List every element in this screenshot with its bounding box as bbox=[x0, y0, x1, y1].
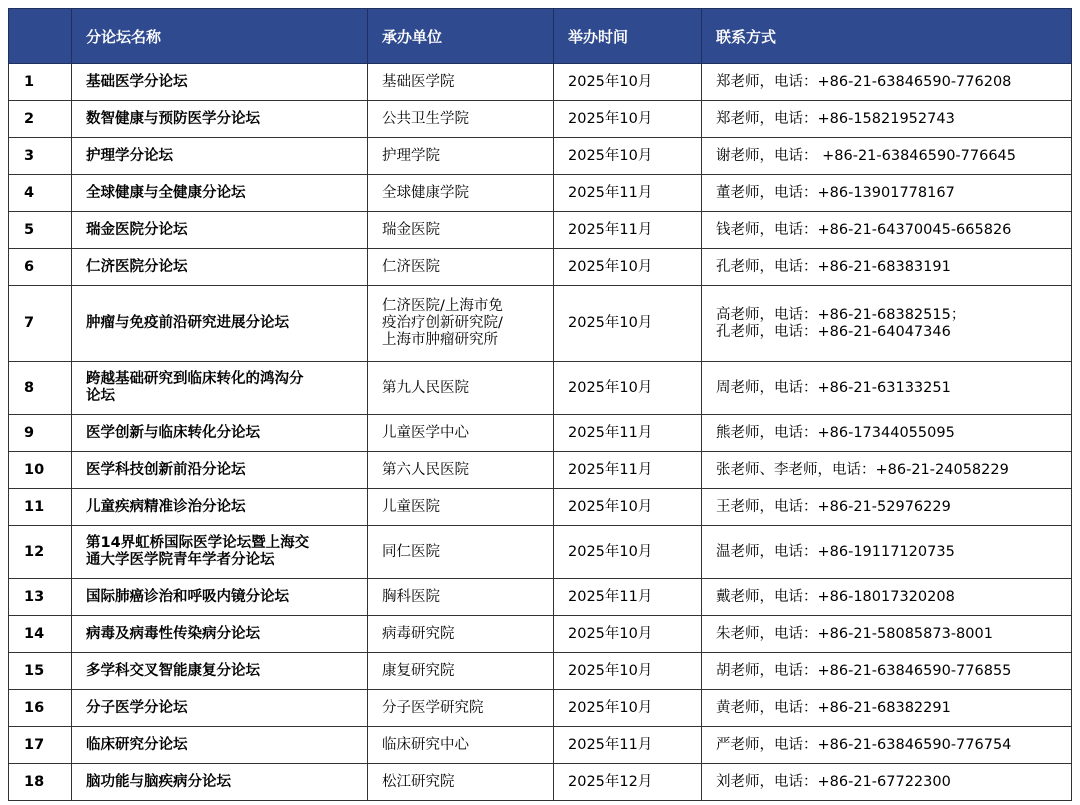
row-index: 1 bbox=[9, 64, 72, 101]
hold-time: 2025年11月 bbox=[554, 212, 702, 249]
hold-time: 2025年10月 bbox=[554, 249, 702, 286]
contact-info: 张老师、李老师，电话：+86-21-24058229 bbox=[702, 452, 1072, 489]
hold-time: 2025年10月 bbox=[554, 489, 702, 526]
hold-time: 2025年10月 bbox=[554, 690, 702, 727]
row-index: 6 bbox=[9, 249, 72, 286]
hold-time: 2025年11月 bbox=[554, 415, 702, 452]
table-header-row bbox=[9, 9, 1072, 64]
hold-time: 2025年10月 bbox=[554, 286, 702, 362]
row-index: 12 bbox=[9, 526, 72, 579]
forum-name: 病毒及病毒性传染病分论坛 bbox=[72, 616, 368, 653]
hold-time: 2025年11月 bbox=[554, 452, 702, 489]
host-unit: 松江研究院 bbox=[368, 764, 554, 801]
header-forum-name: 分论坛名称 bbox=[72, 9, 368, 64]
forum-name: 第14界虹桥国际医学论坛暨上海交 通大学医学院青年学者分论坛 bbox=[72, 526, 368, 579]
host-unit: 公共卫生学院 bbox=[368, 101, 554, 138]
hold-time: 2025年10月 bbox=[554, 616, 702, 653]
contact-info: 周老师，电话：+86-21-63133251 bbox=[702, 362, 1072, 415]
forum-name: 脑功能与脑疾病分论坛 bbox=[72, 764, 368, 801]
table-row bbox=[9, 101, 1072, 138]
hold-time: 2025年11月 bbox=[554, 175, 702, 212]
host-unit: 第六人民医院 bbox=[368, 452, 554, 489]
host-unit: 儿童医院 bbox=[368, 489, 554, 526]
hold-time: 2025年11月 bbox=[554, 727, 702, 764]
header-contact: 联系方式 bbox=[702, 9, 1072, 64]
host-unit: 临床研究中心 bbox=[368, 727, 554, 764]
table-row bbox=[9, 249, 1072, 286]
table-row bbox=[9, 489, 1072, 526]
contact-info: 董老师，电话：+86-13901778167 bbox=[702, 175, 1072, 212]
contact-info: 熊老师，电话：+86-17344055095 bbox=[702, 415, 1072, 452]
row-index: 5 bbox=[9, 212, 72, 249]
host-unit: 仁济医院 bbox=[368, 249, 554, 286]
row-index: 2 bbox=[9, 101, 72, 138]
host-unit: 分子医学研究院 bbox=[368, 690, 554, 727]
hold-time: 2025年10月 bbox=[554, 101, 702, 138]
row-index: 11 bbox=[9, 489, 72, 526]
forum-name: 全球健康与全健康分论坛 bbox=[72, 175, 368, 212]
hold-time: 2025年12月 bbox=[554, 764, 702, 801]
table-row bbox=[9, 579, 1072, 616]
forum-name: 国际肺癌诊治和呼吸内镜分论坛 bbox=[72, 579, 368, 616]
contact-info: 谢老师，电话： +86-21-63846590-776645 bbox=[702, 138, 1072, 175]
contact-info: 郑老师，电话：+86-15821952743 bbox=[702, 101, 1072, 138]
contact-info: 戴老师，电话：+86-18017320208 bbox=[702, 579, 1072, 616]
header-index bbox=[9, 9, 72, 64]
host-unit: 儿童医学中心 bbox=[368, 415, 554, 452]
forum-name: 跨越基础研究到临床转化的鸿沟分 论坛 bbox=[72, 362, 368, 415]
table-row bbox=[9, 138, 1072, 175]
forum-name: 基础医学分论坛 bbox=[72, 64, 368, 101]
host-unit: 基础医学院 bbox=[368, 64, 554, 101]
host-unit: 全球健康学院 bbox=[368, 175, 554, 212]
table-row bbox=[9, 64, 1072, 101]
forum-name: 数智健康与预防医学分论坛 bbox=[72, 101, 368, 138]
table-row bbox=[9, 415, 1072, 452]
header-host: 承办单位 bbox=[368, 9, 554, 64]
contact-info: 严老师，电话：+86-21-63846590-776754 bbox=[702, 727, 1072, 764]
table-row bbox=[9, 690, 1072, 727]
table-row bbox=[9, 727, 1072, 764]
host-unit: 第九人民医院 bbox=[368, 362, 554, 415]
contact-info: 朱老师，电话：+86-21-58085873-8001 bbox=[702, 616, 1072, 653]
forum-name: 多学科交叉智能康复分论坛 bbox=[72, 653, 368, 690]
forum-table bbox=[8, 8, 1072, 801]
table-row bbox=[9, 616, 1072, 653]
table-row bbox=[9, 286, 1072, 362]
contact-info: 孔老师，电话：+86-21-68383191 bbox=[702, 249, 1072, 286]
host-unit: 康复研究院 bbox=[368, 653, 554, 690]
host-unit: 病毒研究院 bbox=[368, 616, 554, 653]
forum-name: 分子医学分论坛 bbox=[72, 690, 368, 727]
contact-info: 王老师，电话：+86-21-52976229 bbox=[702, 489, 1072, 526]
forum-name: 仁济医院分论坛 bbox=[72, 249, 368, 286]
hold-time: 2025年10月 bbox=[554, 64, 702, 101]
host-unit: 护理学院 bbox=[368, 138, 554, 175]
table-row bbox=[9, 212, 1072, 249]
contact-info: 高老师，电话：+86-21-68382515； 孔老师，电话：+86-21-64047346 bbox=[702, 286, 1072, 362]
row-index: 8 bbox=[9, 362, 72, 415]
contact-info: 钱老师，电话：+86-21-64370045-665826 bbox=[702, 212, 1072, 249]
contact-info: 胡老师，电话：+86-21-63846590-776855 bbox=[702, 653, 1072, 690]
host-unit: 瑞金医院 bbox=[368, 212, 554, 249]
header-time: 举办时间 bbox=[554, 9, 702, 64]
table-row bbox=[9, 764, 1072, 801]
contact-info: 郑老师，电话：+86-21-63846590-776208 bbox=[702, 64, 1072, 101]
hold-time: 2025年10月 bbox=[554, 653, 702, 690]
contact-info: 温老师，电话：+86-19117120735 bbox=[702, 526, 1072, 579]
hold-time: 2025年10月 bbox=[554, 138, 702, 175]
row-index: 10 bbox=[9, 452, 72, 489]
forum-name: 儿童疾病精准诊治分论坛 bbox=[72, 489, 368, 526]
forum-name: 医学科技创新前沿分论坛 bbox=[72, 452, 368, 489]
forum-name: 医学创新与临床转化分论坛 bbox=[72, 415, 368, 452]
row-index: 3 bbox=[9, 138, 72, 175]
row-index: 18 bbox=[9, 764, 72, 801]
forum-name: 护理学分论坛 bbox=[72, 138, 368, 175]
host-unit: 胸科医院 bbox=[368, 579, 554, 616]
table-row bbox=[9, 452, 1072, 489]
row-index: 17 bbox=[9, 727, 72, 764]
contact-info: 刘老师，电话：+86-21-67722300 bbox=[702, 764, 1072, 801]
forum-name: 瑞金医院分论坛 bbox=[72, 212, 368, 249]
table-row bbox=[9, 526, 1072, 579]
forum-table-container bbox=[8, 8, 1072, 801]
row-index: 15 bbox=[9, 653, 72, 690]
table-row bbox=[9, 653, 1072, 690]
host-unit: 仁济医院/上海市免 疫治疗创新研究院/ 上海市肿瘤研究所 bbox=[368, 286, 554, 362]
row-index: 16 bbox=[9, 690, 72, 727]
hold-time: 2025年10月 bbox=[554, 362, 702, 415]
row-index: 14 bbox=[9, 616, 72, 653]
hold-time: 2025年10月 bbox=[554, 526, 702, 579]
host-unit: 同仁医院 bbox=[368, 526, 554, 579]
forum-name: 肿瘤与免疫前沿研究进展分论坛 bbox=[72, 286, 368, 362]
hold-time: 2025年11月 bbox=[554, 579, 702, 616]
contact-info: 黄老师，电话：+86-21-68382291 bbox=[702, 690, 1072, 727]
row-index: 13 bbox=[9, 579, 72, 616]
row-index: 4 bbox=[9, 175, 72, 212]
table-row bbox=[9, 175, 1072, 212]
row-index: 9 bbox=[9, 415, 72, 452]
forum-name: 临床研究分论坛 bbox=[72, 727, 368, 764]
table-row bbox=[9, 362, 1072, 415]
row-index: 7 bbox=[9, 286, 72, 362]
